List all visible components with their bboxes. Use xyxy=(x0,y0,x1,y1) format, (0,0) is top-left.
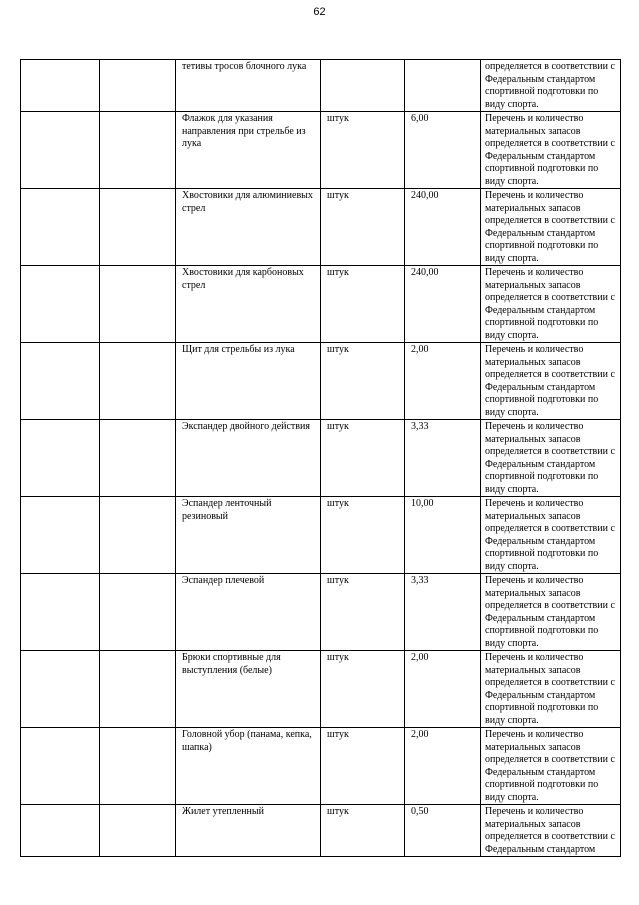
item-quantity: 240,00 xyxy=(405,266,481,343)
item-unit: штук xyxy=(321,805,405,857)
item-quantity: 0,50 xyxy=(405,805,481,857)
item-unit: штук xyxy=(321,420,405,497)
item-description: Перечень и количество материальных запасов определяется в соответствии с Федеральным стандартом спортивной подготовки по виду спорта. xyxy=(481,189,621,266)
row-number-cell xyxy=(21,266,100,343)
materials-table-body xyxy=(21,60,621,857)
item-name: Экспандер двойного действия xyxy=(176,420,321,497)
item-unit: штук xyxy=(321,189,405,266)
item-quantity: 3,33 xyxy=(405,420,481,497)
row-number-cell xyxy=(21,60,100,112)
table-row xyxy=(21,651,621,728)
item-name: Хвостовики для карбоновых стрел xyxy=(176,266,321,343)
item-unit: штук xyxy=(321,651,405,728)
table-row xyxy=(21,112,621,189)
table-row xyxy=(21,420,621,497)
item-quantity: 10,00 xyxy=(405,497,481,574)
row-number-cell xyxy=(21,189,100,266)
item-name: Эспандер плечевой xyxy=(176,574,321,651)
page-number: 62 xyxy=(313,6,326,18)
item-name: Щит для стрельбы из лука xyxy=(176,343,321,420)
row-section-cell xyxy=(100,574,176,651)
item-name: Флажок для указания направления при стрельбе из лука xyxy=(176,112,321,189)
row-number-cell xyxy=(21,497,100,574)
row-section-cell xyxy=(100,651,176,728)
item-quantity: 2,00 xyxy=(405,728,481,805)
item-quantity: 3,33 xyxy=(405,574,481,651)
item-description: Перечень и количество материальных запасов определяется в соответствии с Федеральным стандартом спортивной подготовки по виду спорта. xyxy=(481,420,621,497)
row-section-cell xyxy=(100,189,176,266)
item-description: Перечень и количество материальных запасов определяется в соответствии с Федеральным стандартом спортивной подготовки по виду спорта. xyxy=(481,497,621,574)
item-unit: штук xyxy=(321,343,405,420)
item-name: Хвостовики для алюминиевых стрел xyxy=(176,189,321,266)
row-number-cell xyxy=(21,343,100,420)
table-row xyxy=(21,60,621,112)
item-quantity: 2,00 xyxy=(405,343,481,420)
item-name: тетивы тросов блочного лука xyxy=(176,60,321,112)
row-section-cell xyxy=(100,266,176,343)
table-row xyxy=(21,266,621,343)
row-section-cell xyxy=(100,343,176,420)
row-section-cell xyxy=(100,728,176,805)
item-unit xyxy=(321,60,405,112)
table-row xyxy=(21,805,621,857)
item-name: Брюки спортивные для выступления (белые) xyxy=(176,651,321,728)
item-name: Головной убор (панама, кепка, шапка) xyxy=(176,728,321,805)
row-number-cell xyxy=(21,728,100,805)
table-row xyxy=(21,574,621,651)
row-number-cell xyxy=(21,112,100,189)
table-row xyxy=(21,189,621,266)
item-description: определяется в соответствии с Федеральным стандартом спортивной подготовки по виду спорта. xyxy=(481,60,621,112)
item-unit: штук xyxy=(321,497,405,574)
item-description: Перечень и количество материальных запасов определяется в соответствии с Федеральным стандартом спортивной подготовки по виду спорта. xyxy=(481,651,621,728)
item-description: Перечень и количество материальных запасов определяется в соответствии с Федеральным стандартом спортивной подготовки по виду спорта. xyxy=(481,112,621,189)
item-name: Эспандер ленточный резиновый xyxy=(176,497,321,574)
row-number-cell xyxy=(21,805,100,857)
row-section-cell xyxy=(100,420,176,497)
row-number-cell xyxy=(21,420,100,497)
materials-table xyxy=(20,59,621,857)
row-section-cell xyxy=(100,112,176,189)
item-description: Перечень и количество материальных запасов определяется в соответствии с Федеральным стандартом спортивной подготовки по виду спорта. xyxy=(481,343,621,420)
item-description: Перечень и количество материальных запасов определяется в соответствии с Федеральным стандартом спортивной подготовки по виду спорта. xyxy=(481,728,621,805)
item-unit: штук xyxy=(321,112,405,189)
item-unit: штук xyxy=(321,728,405,805)
item-description: Перечень и количество материальных запасов определяется в соответствии с Федеральным стандартом спортивной подготовки по виду спорта. xyxy=(481,266,621,343)
row-section-cell xyxy=(100,805,176,857)
table-row xyxy=(21,728,621,805)
item-unit: штук xyxy=(321,574,405,651)
item-quantity: 6,00 xyxy=(405,112,481,189)
item-name: Жилет утепленный xyxy=(176,805,321,857)
item-description: Перечень и количество материальных запасов определяется в соответствии с Федеральным стандартом спортивной подготовки по виду спорта. xyxy=(481,574,621,651)
table-row xyxy=(21,497,621,574)
item-description: Перечень и количество материальных запасов определяется в соответствии с Федеральным стандартом xyxy=(481,805,621,857)
item-quantity: 240,00 xyxy=(405,189,481,266)
row-section-cell xyxy=(100,497,176,574)
item-unit: штук xyxy=(321,266,405,343)
row-section-cell xyxy=(100,60,176,112)
row-number-cell xyxy=(21,574,100,651)
item-quantity: 2,00 xyxy=(405,651,481,728)
row-number-cell xyxy=(21,651,100,728)
table-row xyxy=(21,343,621,420)
item-quantity xyxy=(405,60,481,112)
